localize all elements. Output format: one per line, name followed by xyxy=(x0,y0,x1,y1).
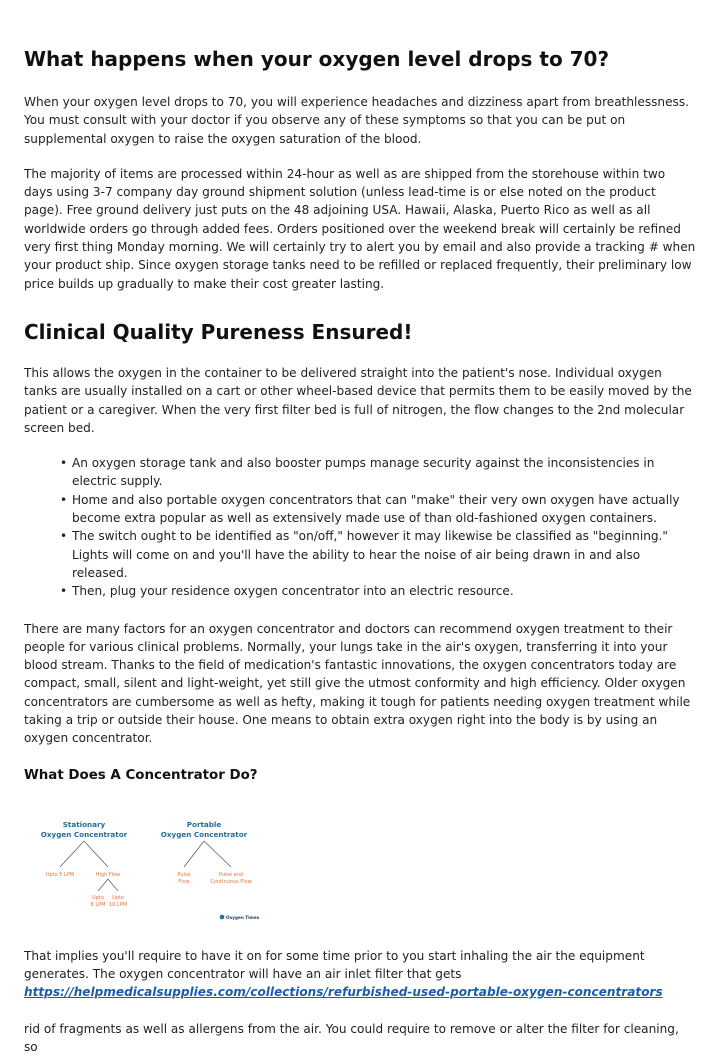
high-flow-label: High Flow xyxy=(96,872,121,878)
list-item: • The switch ought to be identified as "on/off," however it may likewise be classified as "beginning." Lights will come on and you'll have the ability to hear the noise of air being drawn in and also released. xyxy=(60,527,696,582)
upto-10-lpm-line1: Upto xyxy=(112,895,124,901)
logo-text: Oxygen Times xyxy=(226,915,260,920)
paragraph-inhaling: That implies you'll require to have it on for some time prior to you start inhaling the air the equipment generates. The oxygen concentrator will have an air inlet filter that gets xyxy=(24,947,696,984)
upto-8-lpm-line2: 8 LPM xyxy=(91,902,106,908)
paragraph-oxygen-delivery: This allows the oxygen in the container to be delivered straight into the patient's nose. Individual oxygen tanks are usually installed on a cart or other wheel-based device that permits them to be easily moved by the patient or a caregiver. When the very first filter bed is full of nitrogen, the flow changes to the 2nd molecular screen bed. xyxy=(24,364,696,437)
stationary-title-line2: Oxygen Concentrator xyxy=(41,830,128,839)
diagram-connectors xyxy=(60,841,231,891)
list-item: • An oxygen storage tank and also booster pumps manage security against the inconsistencies in electric supply. xyxy=(60,454,696,491)
refurbished-concentrators-link[interactable]: https://helpmedicalsupplies.com/collections/refurbished-used-portable-oxygen-concentrators xyxy=(24,983,696,1001)
list-item: • Then, plug your residence oxygen concentrator into an electric resource. xyxy=(60,582,696,600)
paragraph-shipping: The majority of items are processed within 24-hour as well as are shipped from the storehouse within two days using 3-7 company day ground shipment solution (unless lead-time is or else noted on the product page). Free ground delivery just puts on the 48 adjoining USA. Hawaii, Alaska, Puerto Rico as well as all worldwide orders go through added fees. Orders positioned over the weekend break will certainly be refined very first thing Monday morning. We will certainly try to alert you by email and also provide a tracking # when your product ship. Since oxygen storage tanks need to be refilled or replaced frequently, their preliminary low price builds up gradually to make their cost greater lasting. xyxy=(24,165,696,293)
upto-5-lpm-label: Upto 5 LPM xyxy=(46,872,74,878)
heading-oxygen-level: What happens when your oxygen level drops to 70? xyxy=(24,0,696,72)
pulse-continuous-line1: Pulse and xyxy=(219,872,243,878)
heading-clinical-quality: Clinical Quality Pureness Ensured! xyxy=(24,319,696,345)
list-item: • Home and also portable oxygen concentrators that can "make" their very own oxygen have actually become extra popular as well as extensively made use of than old-fashioned oxygen containers. xyxy=(60,491,696,528)
pulse-continuous-line2: Continuous Flow xyxy=(210,879,251,885)
oxygen-times-logo xyxy=(220,914,260,919)
upto-10-lpm-line2: 10 LPM xyxy=(109,902,127,908)
portable-title-line1: Portable xyxy=(187,820,222,829)
heading-concentrator-do: What Does A Concentrator Do? xyxy=(24,767,696,785)
logo-icon xyxy=(220,914,225,919)
pulse-flow-line2: Flow xyxy=(178,879,189,885)
paragraph-oxygen-level: When your oxygen level drops to 70, you will experience headaches and dizziness apart from breathlessness. You must consult with your doctor if you observe any of these symptoms so that you can be put on supplemental oxygen to raise the oxygen saturation of the blood. xyxy=(24,93,696,148)
stationary-title-line1: Stationary xyxy=(63,820,106,829)
paragraph-concentrator-factors: There are many factors for an oxygen concentrator and doctors can recommend oxygen treatment to their people for various clinical problems. Normally, your lungs take in the air's oxygen, transferring it into your blood stream. Thanks to the field of medication's fantastic innovations, the oxygen concentrators today are compact, small, silent and light-weight, yet still give the utmost conformity and high efficiency. Older oxygen concentrators are cumbersome as well as hefty, making it tough for patients needing oxygen treatment while taking a trip or outside their house. One means to obtain extra oxygen right into the body is by using an oxygen concentrator. xyxy=(24,620,696,748)
portable-title-line2: Oxygen Concentrator xyxy=(161,830,248,839)
concentrator-types-diagram xyxy=(34,813,294,923)
upto-8-lpm-line1: Upto xyxy=(92,895,104,901)
bullet-list xyxy=(24,454,696,600)
pulse-flow-line1: Pulse xyxy=(177,872,190,878)
paragraph-filter: rid of fragments as well as allergens from the air. You could require to remove or alter the filter for cleaning, so xyxy=(24,1020,696,1056)
